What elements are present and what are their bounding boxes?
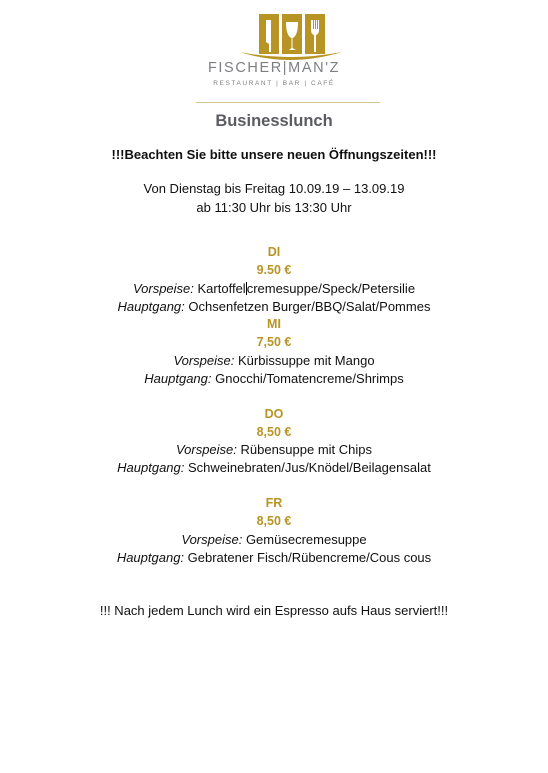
main-course-line	[0, 371, 548, 386]
starter-label: Vorspeise:	[173, 353, 235, 368]
main-course-label: Hauptgang:	[116, 550, 185, 565]
brand-tagline: RESTAURANT | BAR | CAFÉ	[213, 80, 335, 87]
main-course-label: Hauptgang:	[117, 460, 185, 475]
starter-dish-part1: Kartoffel	[193, 281, 246, 296]
day-price: 8,50 €	[256, 514, 292, 528]
starter-dish: Rübensuppe mit Chips	[236, 442, 373, 457]
day-price: 9.50 €	[256, 263, 292, 277]
starter-label: Vorspeise:	[181, 532, 243, 547]
day-heading: DI	[267, 245, 281, 259]
main-course-dish: Schweinebraten/Jus/Knödel/Beilagensalat	[184, 460, 431, 475]
day-heading: FR	[265, 496, 283, 510]
starter-dish: Kürbissuppe mit Mango	[234, 353, 375, 368]
starter-line	[0, 532, 548, 547]
starter-dish: Gemüsecremesuppe	[242, 532, 367, 547]
period-dates: Von Dienstag bis Freitag 10.09.19 – 13.09.19	[143, 181, 405, 196]
main-course-line	[0, 299, 548, 314]
period-times: ab 11:30 Uhr bis 13:30 Uhr	[196, 200, 352, 215]
starter-line	[0, 442, 548, 457]
starter-line	[0, 281, 548, 296]
main-course-dish: Gebratener Fisch/Rübencreme/Cous cous	[184, 550, 432, 565]
starter-label: Vorspeise:	[175, 442, 237, 457]
day-heading: MI	[267, 317, 281, 331]
main-course-line	[0, 550, 548, 565]
main-course-dish: Ochsenfetzen Burger/BBQ/Salat/Pommes	[184, 299, 431, 314]
opening-hours-notice: !!!Beachten Sie bitte unsere neuen Öffnungszeiten!!!	[111, 147, 437, 162]
day-price: 8,50 €	[256, 425, 292, 439]
main-course-label: Hauptgang:	[117, 299, 185, 314]
header-divider	[196, 102, 380, 103]
brand-name: FISCHER|MAN'Z	[207, 60, 341, 76]
day-heading: DO	[264, 407, 284, 421]
espresso-note: !!! Nach jedem Lunch wird ein Espresso aufs Haus serviert!!!	[99, 603, 449, 618]
starter-line	[0, 353, 548, 368]
starter-dish-part2: cremesuppe/Speck/Petersilie	[246, 281, 416, 296]
main-course-label: Hauptgang:	[144, 371, 212, 386]
day-price: 7,50 €	[256, 335, 292, 349]
document-title: Businesslunch	[215, 112, 333, 130]
main-course-line	[0, 460, 548, 475]
starter-label: Vorspeise:	[132, 281, 194, 296]
main-course-dish: Gnocchi/Tomatencreme/Shrimps	[211, 371, 404, 386]
